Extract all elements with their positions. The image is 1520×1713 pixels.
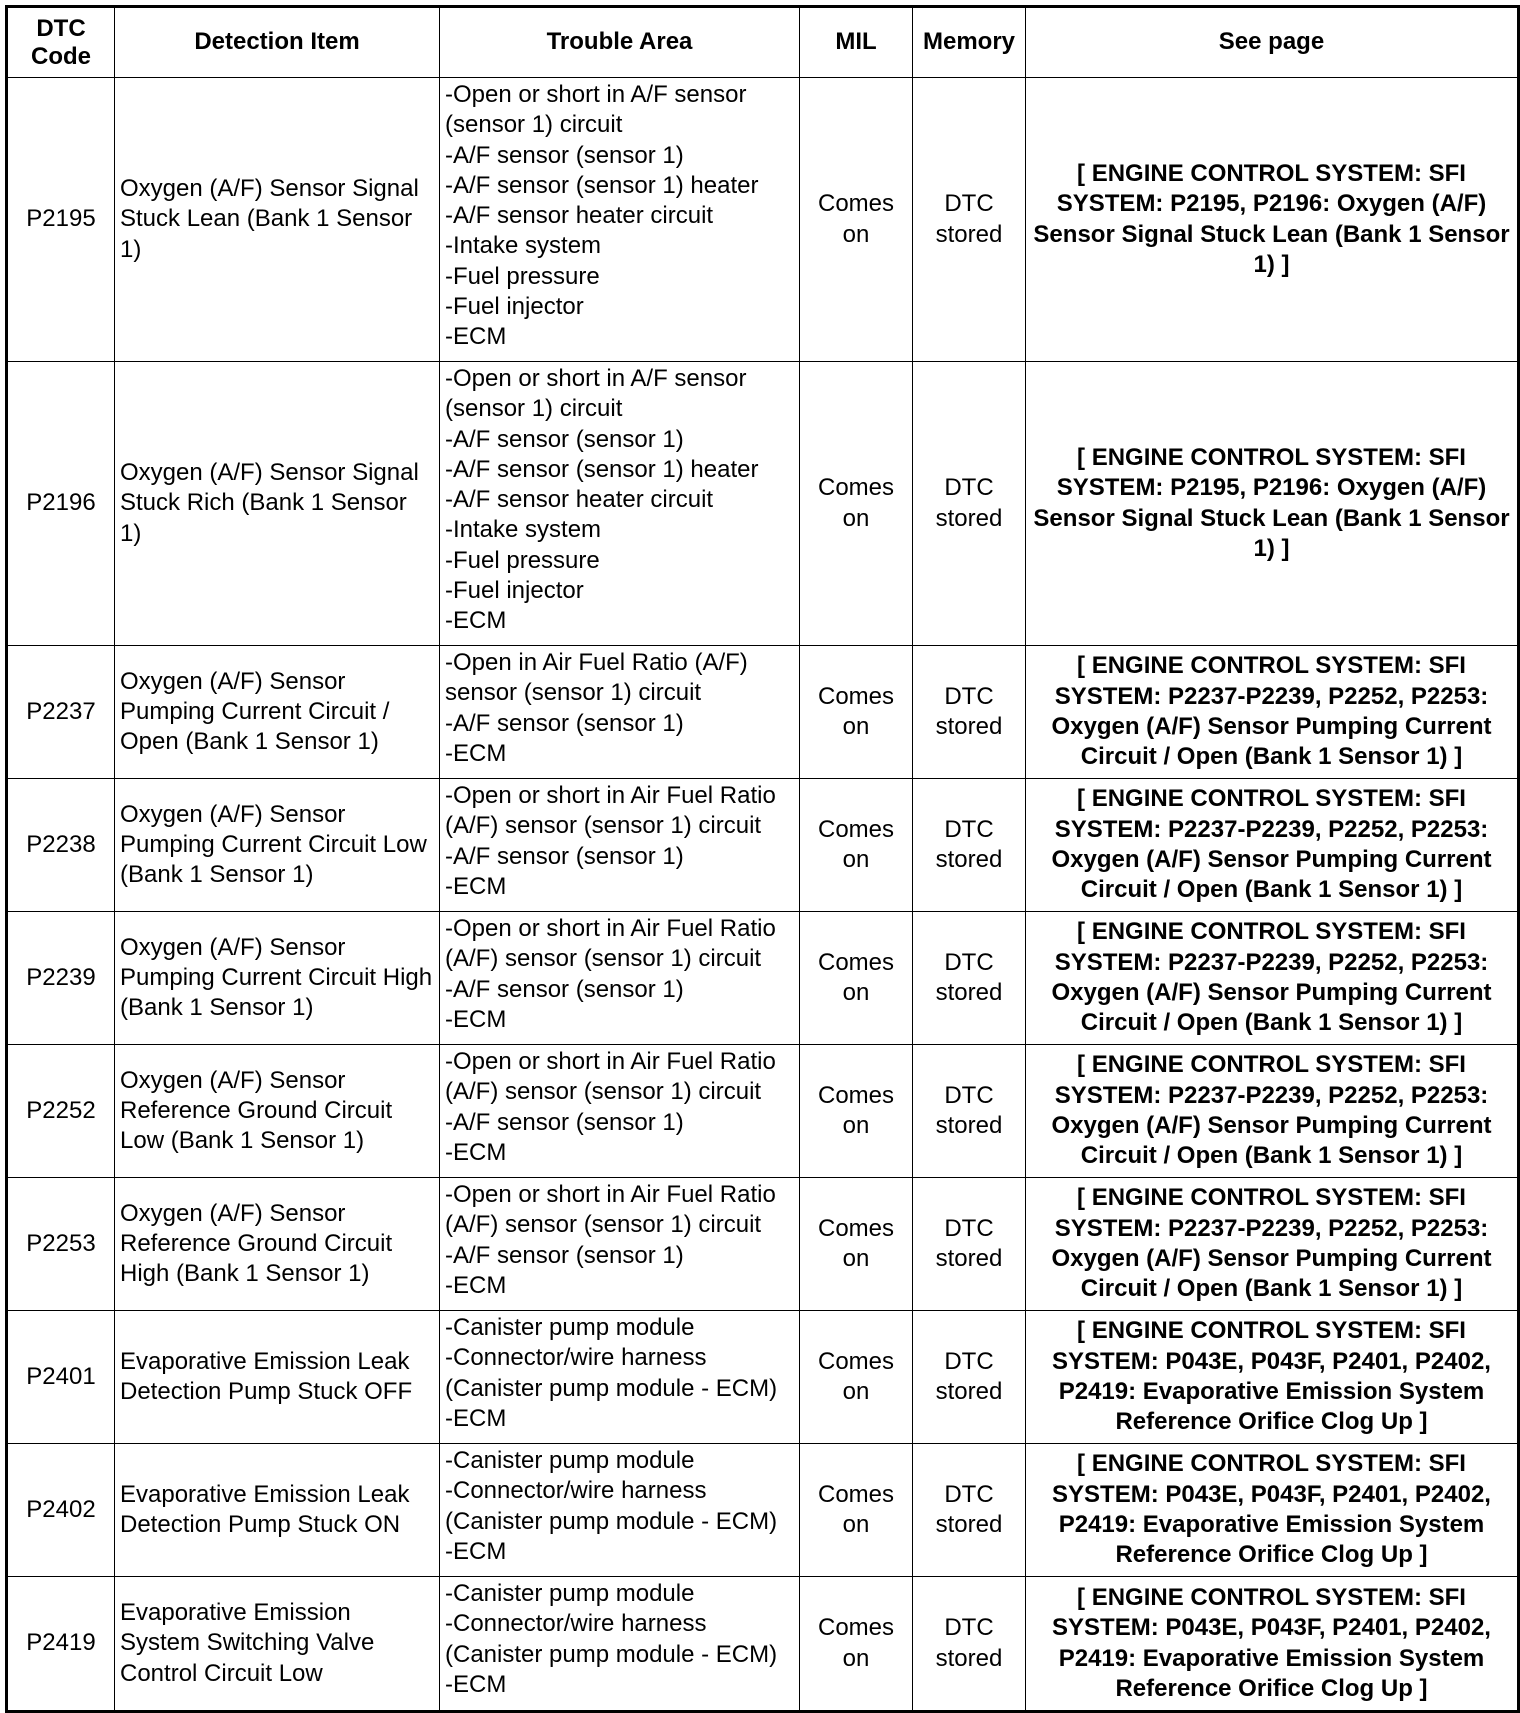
memory-cell: DTC stored	[913, 1311, 1026, 1444]
header-dtc-code-line1: DTC	[36, 14, 86, 42]
trouble-area-line: (sensor 1) circuit	[445, 395, 623, 423]
see-page-link[interactable]: [ ENGINE CONTROL SYSTEM: SFI SYSTEM: P2237-P2239, P2252, P2253: Oxygen (A/F) Sensor Pumping Current Circuit / Open (Bank 1 Sensor 1) ]	[1026, 646, 1519, 779]
trouble-area-line: -Canister pump module	[445, 1580, 695, 1607]
trouble-area-line: -Fuel pressure	[445, 546, 600, 574]
detection-item-cell: Oxygen (A/F) Sensor Signal Stuck Rich (Bank 1 Sensor 1)	[115, 362, 440, 646]
dtc-code-cell: P2419	[7, 1577, 115, 1712]
trouble-area-line: -Fuel pressure	[445, 262, 600, 290]
trouble-area-line: (A/F) sensor (sensor 1) circuit	[445, 945, 762, 973]
trouble-area-cell	[440, 646, 800, 779]
detection-item-cell: Oxygen (A/F) Sensor Reference Ground Circuit Low (Bank 1 Sensor 1)	[115, 1045, 440, 1178]
memory-cell: DTC stored	[913, 1444, 1026, 1577]
trouble-area-line: -Open or short in Air Fuel Ratio	[445, 915, 776, 942]
trouble-area-line: -A/F sensor heater circuit	[445, 486, 714, 514]
trouble-area-line: -Fuel injector	[445, 293, 584, 321]
trouble-area-cell	[440, 779, 800, 912]
trouble-area-line: (Canister pump module - ECM)	[445, 1640, 778, 1668]
trouble-area-line: -Open or short in Air Fuel Ratio	[445, 1048, 776, 1075]
mil-cell: Comes on	[800, 912, 913, 1045]
trouble-area-line: -Open or short in A/F sensor	[445, 365, 747, 392]
trouble-area-line: sensor (sensor 1) circuit	[445, 679, 702, 707]
mil-cell: Comes on	[800, 646, 913, 779]
detection-item-cell: Oxygen (A/F) Sensor Pumping Current Circuit High (Bank 1 Sensor 1)	[115, 912, 440, 1045]
dtc-code-cell: P2253	[7, 1178, 115, 1311]
dtc-code-cell: P2195	[7, 78, 115, 362]
trouble-area-cell	[440, 78, 800, 362]
dtc-code-cell: P2238	[7, 779, 115, 912]
detection-item-cell: Oxygen (A/F) Sensor Pumping Current Circuit Low (Bank 1 Sensor 1)	[115, 779, 440, 912]
trouble-area-line: -ECM	[445, 1005, 507, 1033]
trouble-area-line: -A/F sensor (sensor 1) heater	[445, 455, 759, 483]
trouble-area-line: -Fuel injector	[445, 577, 584, 605]
header-dtc-code	[7, 7, 115, 78]
table-row	[7, 1577, 1519, 1712]
trouble-area-line: -Open or short in Air Fuel Ratio	[445, 1181, 776, 1208]
table-body	[7, 78, 1519, 1712]
table-row	[7, 1045, 1519, 1178]
detection-item-cell: Evaporative Emission System Switching Valve Control Circuit Low	[115, 1577, 440, 1712]
trouble-area-line: -Open or short in Air Fuel Ratio	[445, 782, 776, 809]
table-row	[7, 362, 1519, 646]
memory-cell: DTC stored	[913, 78, 1026, 362]
trouble-area-line: -ECM	[445, 872, 507, 900]
trouble-area-line: -A/F sensor (sensor 1)	[445, 425, 684, 453]
memory-cell: DTC stored	[913, 779, 1026, 912]
trouble-area-cell	[440, 1178, 800, 1311]
table-header-row	[7, 7, 1519, 78]
memory-cell: DTC stored	[913, 1577, 1026, 1712]
trouble-area-line: (A/F) sensor (sensor 1) circuit	[445, 1078, 762, 1106]
see-page-link[interactable]: [ ENGINE CONTROL SYSTEM: SFI SYSTEM: P2237-P2239, P2252, P2253: Oxygen (A/F) Sensor Pumping Current Circuit / Open (Bank 1 Sensor 1) ]	[1026, 779, 1519, 912]
trouble-area-line: -A/F sensor (sensor 1)	[445, 141, 684, 169]
trouble-area-line: (Canister pump module - ECM)	[445, 1507, 778, 1535]
header-trouble-area: Trouble Area	[440, 7, 800, 78]
dtc-table-container	[5, 5, 1517, 1713]
table-row	[7, 1178, 1519, 1311]
trouble-area-line: -ECM	[445, 1537, 507, 1565]
mil-cell: Comes on	[800, 1311, 913, 1444]
trouble-area-cell	[440, 1045, 800, 1178]
trouble-area-line: -ECM	[445, 607, 507, 635]
trouble-area-line: (A/F) sensor (sensor 1) circuit	[445, 1211, 762, 1239]
trouble-area-cell	[440, 1311, 800, 1444]
see-page-link[interactable]: [ ENGINE CONTROL SYSTEM: SFI SYSTEM: P2195, P2196: Oxygen (A/F) Sensor Signal Stuck Lean (Bank 1 Sensor 1) ]	[1026, 78, 1519, 362]
dtc-code-cell: P2402	[7, 1444, 115, 1577]
memory-cell: DTC stored	[913, 646, 1026, 779]
trouble-area-line: -ECM	[445, 1271, 507, 1299]
trouble-area-line: -Connector/wire harness	[445, 1344, 707, 1372]
trouble-area-line: -ECM	[445, 323, 507, 351]
trouble-area-line: -A/F sensor (sensor 1)	[445, 975, 684, 1003]
trouble-area-line: -ECM	[445, 739, 507, 767]
trouble-area-line: -Connector/wire harness	[445, 1610, 707, 1638]
trouble-area-cell	[440, 912, 800, 1045]
trouble-area-line: -Intake system	[445, 232, 602, 260]
memory-cell: DTC stored	[913, 1178, 1026, 1311]
see-page-link[interactable]: [ ENGINE CONTROL SYSTEM: SFI SYSTEM: P043E, P043F, P2401, P2402, P2419: Evaporative Emission System Reference Orifice Clog Up ]	[1026, 1577, 1519, 1712]
trouble-area-line: -Connector/wire harness	[445, 1477, 707, 1505]
dtc-code-cell: P2239	[7, 912, 115, 1045]
header-dtc-code-line2: Code	[31, 42, 91, 70]
trouble-area-line: -A/F sensor (sensor 1)	[445, 1241, 684, 1269]
see-page-link[interactable]: [ ENGINE CONTROL SYSTEM: SFI SYSTEM: P2195, P2196: Oxygen (A/F) Sensor Signal Stuck Lean (Bank 1 Sensor 1) ]	[1026, 362, 1519, 646]
header-memory: Memory	[913, 7, 1026, 78]
mil-cell: Comes on	[800, 78, 913, 362]
trouble-area-line: -A/F sensor (sensor 1)	[445, 709, 684, 737]
trouble-area-line: (A/F) sensor (sensor 1) circuit	[445, 812, 762, 840]
detection-item-cell: Evaporative Emission Leak Detection Pump Stuck OFF	[115, 1311, 440, 1444]
header-see-page: See page	[1026, 7, 1519, 78]
see-page-link[interactable]: [ ENGINE CONTROL SYSTEM: SFI SYSTEM: P2237-P2239, P2252, P2253: Oxygen (A/F) Sensor Pumping Current Circuit / Open (Bank 1 Sensor 1) ]	[1026, 1045, 1519, 1178]
table-row	[7, 78, 1519, 362]
trouble-area-line: -ECM	[445, 1138, 507, 1166]
trouble-area-line: (sensor 1) circuit	[445, 111, 623, 139]
table-row	[7, 779, 1519, 912]
see-page-link[interactable]: [ ENGINE CONTROL SYSTEM: SFI SYSTEM: P2237-P2239, P2252, P2253: Oxygen (A/F) Sensor Pumping Current Circuit / Open (Bank 1 Sensor 1) ]	[1026, 912, 1519, 1045]
see-page-link[interactable]: [ ENGINE CONTROL SYSTEM: SFI SYSTEM: P2237-P2239, P2252, P2253: Oxygen (A/F) Sensor Pumping Current Circuit / Open (Bank 1 Sensor 1) ]	[1026, 1178, 1519, 1311]
table-row	[7, 1444, 1519, 1577]
mil-cell: Comes on	[800, 1444, 913, 1577]
table-row	[7, 646, 1519, 779]
dtc-code-cell: P2401	[7, 1311, 115, 1444]
header-mil: MIL	[800, 7, 913, 78]
trouble-area-line: -Intake system	[445, 516, 602, 544]
dtc-code-cell: P2252	[7, 1045, 115, 1178]
see-page-link[interactable]: [ ENGINE CONTROL SYSTEM: SFI SYSTEM: P043E, P043F, P2401, P2402, P2419: Evaporative Emission System Reference Orifice Clog Up ]	[1026, 1444, 1519, 1577]
trouble-area-line: -ECM	[445, 1670, 507, 1698]
mil-cell: Comes on	[800, 1178, 913, 1311]
trouble-area-cell	[440, 1577, 800, 1712]
trouble-area-line: -Canister pump module	[445, 1314, 695, 1341]
memory-cell: DTC stored	[913, 1045, 1026, 1178]
see-page-link[interactable]: [ ENGINE CONTROL SYSTEM: SFI SYSTEM: P043E, P043F, P2401, P2402, P2419: Evaporative Emission System Reference Orifice Clog Up ]	[1026, 1311, 1519, 1444]
trouble-area-line: -Open in Air Fuel Ratio (A/F)	[445, 649, 748, 676]
trouble-area-cell	[440, 362, 800, 646]
mil-cell: Comes on	[800, 1577, 913, 1712]
detection-item-cell: Evaporative Emission Leak Detection Pump Stuck ON	[115, 1444, 440, 1577]
trouble-area-line: (Canister pump module - ECM)	[445, 1374, 778, 1402]
detection-item-cell: Oxygen (A/F) Sensor Signal Stuck Lean (Bank 1 Sensor 1)	[115, 78, 440, 362]
detection-item-cell: Oxygen (A/F) Sensor Pumping Current Circuit / Open (Bank 1 Sensor 1)	[115, 646, 440, 779]
dtc-code-cell: P2196	[7, 362, 115, 646]
trouble-area-cell	[440, 1444, 800, 1577]
memory-cell: DTC stored	[913, 912, 1026, 1045]
trouble-area-line: -A/F sensor (sensor 1)	[445, 842, 684, 870]
trouble-area-line: -A/F sensor heater circuit	[445, 202, 714, 230]
trouble-area-line: -Canister pump module	[445, 1447, 695, 1474]
trouble-area-line: -A/F sensor (sensor 1) heater	[445, 171, 759, 199]
table-row	[7, 1311, 1519, 1444]
mil-cell: Comes on	[800, 779, 913, 912]
mil-cell: Comes on	[800, 362, 913, 646]
header-detection-item: Detection Item	[115, 7, 440, 78]
mil-cell: Comes on	[800, 1045, 913, 1178]
dtc-table	[5, 5, 1520, 1713]
trouble-area-line: -Open or short in A/F sensor	[445, 81, 747, 108]
detection-item-cell: Oxygen (A/F) Sensor Reference Ground Circuit High (Bank 1 Sensor 1)	[115, 1178, 440, 1311]
memory-cell: DTC stored	[913, 362, 1026, 646]
trouble-area-line: -A/F sensor (sensor 1)	[445, 1108, 684, 1136]
dtc-code-cell: P2237	[7, 646, 115, 779]
table-row	[7, 912, 1519, 1045]
trouble-area-line: -ECM	[445, 1404, 507, 1432]
